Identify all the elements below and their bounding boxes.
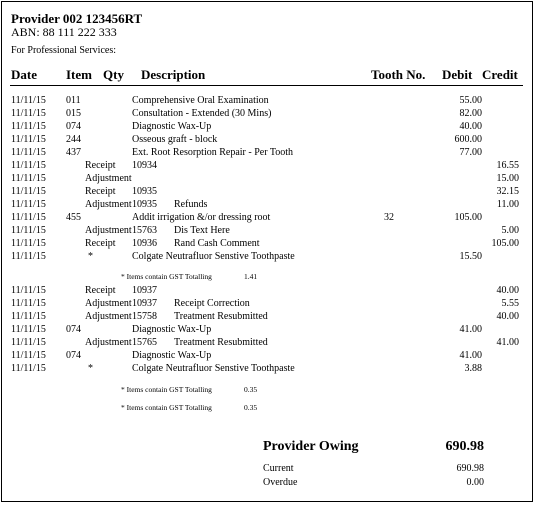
row-description: Addit irrigation &/or dressing root bbox=[132, 212, 271, 223]
row-qty: Adjustment bbox=[85, 298, 132, 309]
row-date: 11/11/15 bbox=[11, 251, 46, 262]
row-item: 244 bbox=[66, 134, 81, 145]
row-date: 11/11/15 bbox=[11, 324, 46, 335]
row-item: 011 bbox=[66, 95, 81, 106]
row-ref: 10936 bbox=[132, 238, 157, 249]
row-date: 11/11/15 bbox=[11, 108, 46, 119]
row-debit: 82.00 bbox=[459, 108, 482, 119]
row-date: 11/11/15 bbox=[11, 147, 46, 158]
row-qty: Adjustment bbox=[85, 199, 132, 210]
row-item: 074 bbox=[66, 324, 81, 335]
gst-note-label: * Items contain GST Totalling bbox=[121, 385, 212, 394]
col-item-header: Item bbox=[66, 67, 92, 82]
overdue-label: Overdue bbox=[263, 477, 298, 488]
owing-value: 690.98 bbox=[445, 439, 484, 454]
row-ref: 15765 bbox=[132, 337, 157, 348]
row-description: Consultation - Extended (30 Mins) bbox=[132, 108, 272, 119]
row-description: Dis Text Here bbox=[174, 225, 230, 236]
row-credit: 40.00 bbox=[496, 311, 519, 322]
row-item: 074 bbox=[66, 350, 81, 361]
row-description: Treatment Resubmitted bbox=[174, 311, 268, 322]
row-date: 11/11/15 bbox=[11, 95, 46, 106]
row-qty: Receipt bbox=[85, 186, 116, 197]
row-description: Colgate Neutrafluor Senstive Toothpaste bbox=[132, 363, 295, 374]
row-item: 074 bbox=[66, 121, 81, 132]
row-date: 11/11/15 bbox=[11, 121, 46, 132]
row-date: 11/11/15 bbox=[11, 199, 46, 210]
col-qty-header: Qty bbox=[103, 67, 124, 82]
row-date: 11/11/15 bbox=[11, 311, 46, 322]
row-qty: * bbox=[88, 363, 93, 374]
row-description: Treatment Resubmitted bbox=[174, 337, 268, 348]
row-description: Osseous graft - block bbox=[132, 134, 218, 145]
row-date: 11/11/15 bbox=[11, 238, 46, 249]
row-description: Receipt Correction bbox=[174, 298, 250, 309]
row-item: 437 bbox=[66, 147, 81, 158]
row-credit: 11.00 bbox=[496, 199, 519, 210]
row-date: 11/11/15 bbox=[11, 186, 46, 197]
gst-note-label: * Items contain GST Totalling bbox=[121, 403, 212, 412]
row-credit: 32.15 bbox=[496, 186, 519, 197]
row-description: Comprehensive Oral Examination bbox=[132, 95, 269, 106]
header-rule bbox=[10, 85, 523, 86]
provider-title: Provider 002 123456RT bbox=[11, 11, 143, 26]
row-item: 455 bbox=[66, 212, 81, 223]
row-credit: 15.00 bbox=[496, 173, 519, 184]
current-value: 690.98 bbox=[456, 463, 484, 474]
row-qty: Adjustment bbox=[85, 337, 132, 348]
row-description: Diagnostic Wax-Up bbox=[132, 350, 212, 361]
row-date: 11/11/15 bbox=[11, 212, 46, 223]
gst-note-value: 0.35 bbox=[244, 385, 258, 394]
col-debit-header: Debit bbox=[442, 67, 473, 82]
row-debit: 600.00 bbox=[454, 134, 482, 145]
row-debit: 41.00 bbox=[459, 350, 482, 361]
row-ref: 10934 bbox=[132, 160, 157, 171]
row-qty: Adjustment bbox=[85, 225, 132, 236]
row-item: 015 bbox=[66, 108, 81, 119]
row-credit: 40.00 bbox=[496, 285, 519, 296]
row-qty: Receipt bbox=[85, 238, 116, 249]
col-tooth-header: Tooth No. bbox=[371, 67, 426, 82]
row-ref: 10935 bbox=[132, 186, 157, 197]
row-debit: 55.00 bbox=[459, 95, 482, 106]
row-tooth: 32 bbox=[384, 212, 394, 223]
current-label: Current bbox=[263, 463, 294, 474]
row-description: Ext. Root Resorption Repair - Per Tooth bbox=[132, 147, 294, 158]
row-debit: 77.00 bbox=[459, 147, 482, 158]
row-date: 11/11/15 bbox=[11, 134, 46, 145]
row-debit: 15.50 bbox=[459, 251, 482, 262]
row-ref: 10937 bbox=[132, 285, 157, 296]
row-credit: 5.00 bbox=[501, 225, 519, 236]
row-ref: 10935 bbox=[132, 199, 157, 210]
row-description: Diagnostic Wax-Up bbox=[132, 121, 212, 132]
owing-label: Provider Owing bbox=[263, 439, 359, 454]
row-ref: 10937 bbox=[132, 298, 157, 309]
row-qty: Receipt bbox=[85, 160, 116, 171]
row-debit: 105.00 bbox=[454, 212, 482, 223]
row-credit: 5.55 bbox=[501, 298, 519, 309]
provider-abn: ABN: 88 111 222 333 bbox=[11, 25, 117, 39]
row-qty: Receipt bbox=[85, 285, 116, 296]
row-qty: Adjustment bbox=[85, 311, 132, 322]
row-date: 11/11/15 bbox=[11, 225, 46, 236]
services-label: For Professional Services: bbox=[11, 45, 116, 56]
row-debit: 3.88 bbox=[464, 363, 482, 374]
row-debit: 40.00 bbox=[459, 121, 482, 132]
row-date: 11/11/15 bbox=[11, 363, 46, 374]
gst-note-value: 1.41 bbox=[244, 272, 258, 281]
row-date: 11/11/15 bbox=[11, 337, 46, 348]
row-qty: * bbox=[88, 251, 93, 262]
row-credit: 105.00 bbox=[491, 238, 519, 249]
row-description: Diagnostic Wax-Up bbox=[132, 324, 212, 335]
row-description: Refunds bbox=[174, 199, 208, 210]
row-description: Rand Cash Comment bbox=[174, 238, 260, 249]
row-date: 11/11/15 bbox=[11, 350, 46, 361]
row-date: 11/11/15 bbox=[11, 285, 46, 296]
row-credit: 41.00 bbox=[496, 337, 519, 348]
row-date: 11/11/15 bbox=[11, 160, 46, 171]
row-ref: 15758 bbox=[132, 311, 157, 322]
row-debit: 41.00 bbox=[459, 324, 482, 335]
gst-note-value: 0.35 bbox=[244, 403, 258, 412]
row-credit: 16.55 bbox=[496, 160, 519, 171]
overdue-value: 0.00 bbox=[466, 477, 484, 488]
row-ref: 15763 bbox=[132, 225, 157, 236]
row-date: 11/11/15 bbox=[11, 298, 46, 309]
col-credit-header: Credit bbox=[482, 67, 518, 82]
row-description: Colgate Neutrafluor Senstive Toothpaste bbox=[132, 251, 295, 262]
gst-note-label: * Items contain GST Totalling bbox=[121, 272, 212, 281]
col-description-header: Description bbox=[141, 67, 206, 82]
row-qty: Adjustment bbox=[85, 173, 132, 184]
col-date-header: Date bbox=[11, 67, 37, 82]
row-date: 11/11/15 bbox=[11, 173, 46, 184]
